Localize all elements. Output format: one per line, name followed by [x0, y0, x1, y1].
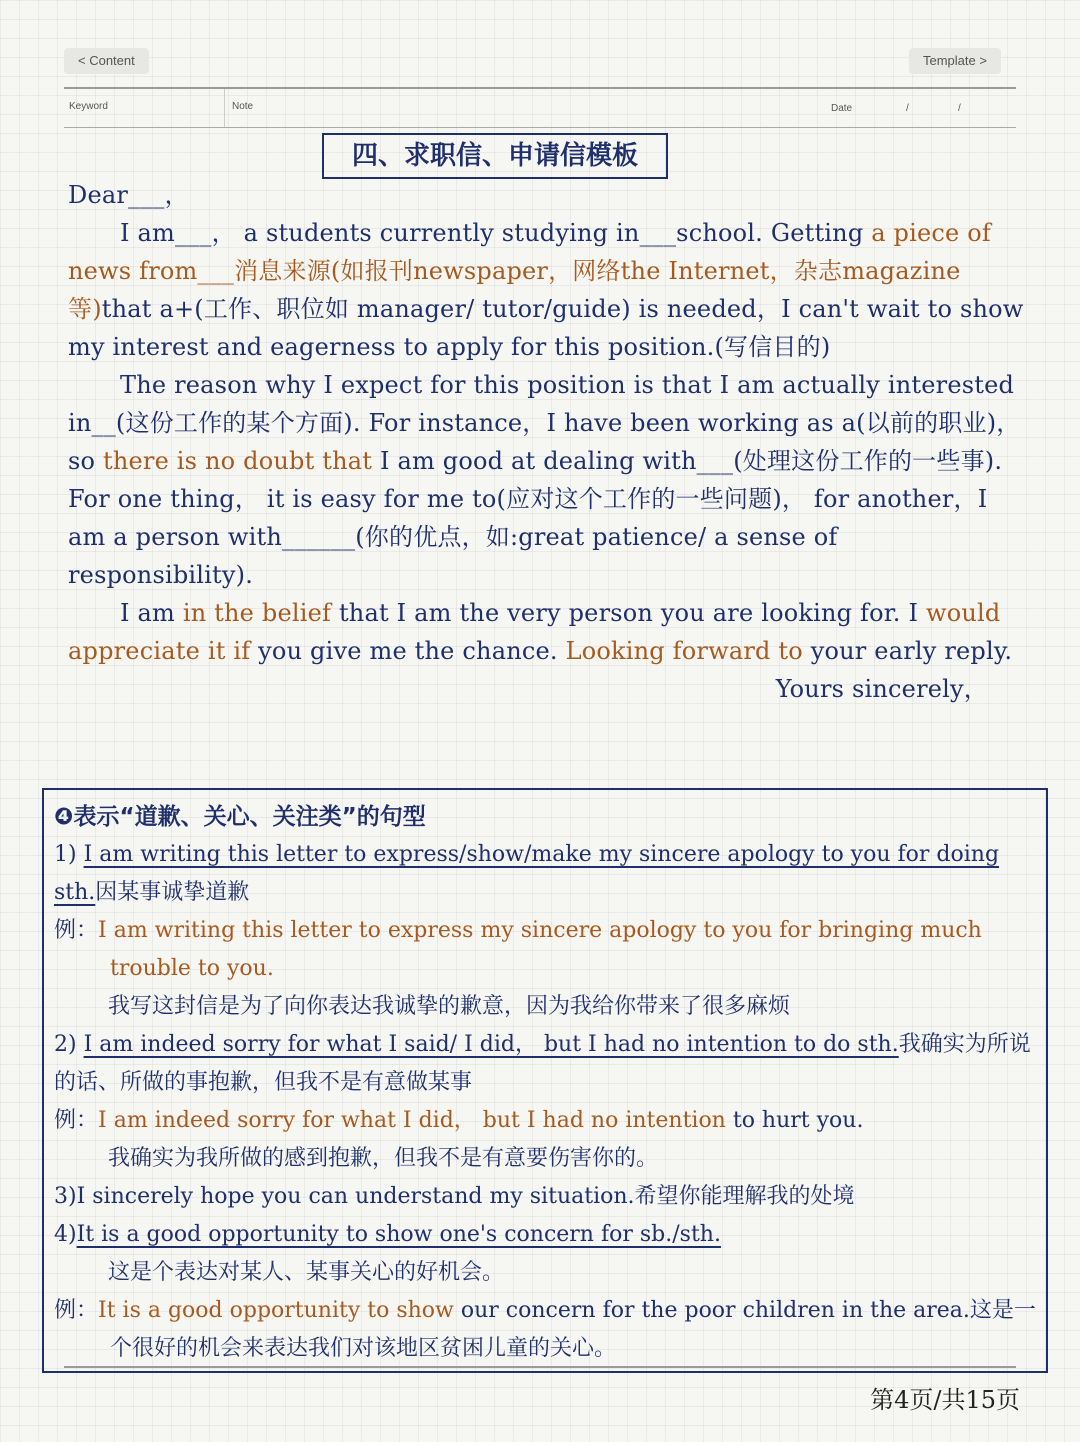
example-label: 例：: [54, 1298, 99, 1323]
keyword-label: Keyword: [69, 101, 108, 112]
page-title: 四、求职信、申请信模板: [322, 133, 668, 179]
template-button[interactable]: Template >: [909, 48, 1001, 74]
footer-rule: [64, 1366, 1016, 1368]
example-label: 例：: [54, 918, 99, 943]
date-label: Date: [831, 103, 853, 114]
letter-closing: Yours sincerely，: [775, 675, 988, 703]
box-title: ❹表示“道歉、关心、关注类”的句型: [54, 804, 426, 830]
text-run: that a+(工作、职位如 manager/ tutor/guide) is needed，I can't wait to show my interest and eagerness to apply for this position.(写信目的): [68, 295, 1024, 361]
example-text: I am writing this letter to express my sincere apology to you for bringing much trouble to you.: [98, 918, 982, 981]
text-run: you give me the chance.: [250, 637, 566, 665]
example-text-rest: our concern for the poor children in the area.这是一个很好的机会来表达我们对该地区贫困儿童的关心。: [110, 1298, 1036, 1361]
pattern-2: [54, 1026, 1044, 1102]
header-top-rule: [64, 87, 1016, 89]
highlight-run: would appreciate it if: [68, 599, 1001, 665]
example-2-translation: 我确实为我所做的感到抱歉，但我不是有意要伤害你的。: [108, 1146, 659, 1171]
text-run: that I am the very person you are looking for. I: [331, 599, 926, 627]
highlight-run: there is no doubt that: [103, 447, 373, 475]
pattern-number: 4): [54, 1222, 77, 1247]
letter-paragraph-3: [68, 594, 1028, 670]
text-run: your early reply.: [802, 637, 1013, 665]
example-1: [54, 912, 1044, 988]
sentence-patterns-box: [42, 788, 1048, 1373]
header-bottom-rule: [64, 127, 1016, 128]
example-text: It is a good opportunity to show: [98, 1298, 454, 1323]
content-back-button[interactable]: < Content: [64, 48, 149, 74]
example-3: [54, 1292, 1044, 1368]
letter-paragraph-1: [68, 214, 1028, 366]
pattern-number: 1): [54, 842, 84, 867]
text-run: I am good at dealing with___(处理这份工作的一些事). For one thing， it is easy for me to(应对这个工作的一些问题)， for another，I am a person with______(你的优点，如:great patience/ a sense of responsibility).: [68, 447, 1003, 589]
note-label: Note: [232, 101, 254, 112]
letter-greeting: Dear___，: [68, 181, 189, 209]
pattern-text: I am writing this letter to express/show/make my sincere apology to you for doing sth.: [54, 842, 1000, 905]
pattern-translation: 因某事诚挚道歉: [95, 880, 250, 905]
pattern-4-translation: 这是个表达对某人、某事关心的好机会。: [108, 1260, 505, 1285]
example-text: I am indeed sorry for what I did， but I had no intention: [98, 1108, 726, 1133]
pattern-3: 3)I sincerely hope you can understand my situation.希望你能理解我的处境: [54, 1184, 855, 1209]
example-label: 例：: [54, 1108, 99, 1133]
text-run: I am: [120, 599, 183, 627]
highlight-run: a piece of news from___消息来源(如报刊newspaper，网络the Internet，杂志magazine等): [68, 219, 992, 323]
pattern-number: 2): [54, 1032, 84, 1057]
highlight-run: Looking forward to: [565, 637, 803, 665]
pattern-translation: 我确实为所说的话、所做的事抱歉，但我不是有意做某事: [54, 1032, 1031, 1095]
pattern-1: [54, 836, 1044, 912]
page-number: 第4页/共15页: [870, 1386, 1020, 1414]
pattern-text: It is a good opportunity to show one's concern for sb./sth.: [76, 1222, 721, 1247]
text-run: I am___， a students currently studying in___school. Getting: [120, 219, 872, 247]
header-divider: [224, 89, 225, 127]
letter-paragraph-2: [68, 366, 1028, 594]
date-slash-1: /: [906, 103, 909, 114]
date-slash-2: /: [958, 103, 961, 114]
text-run: The reason why I expect for this position is that I am actually interested in__(这份工作的某个方面). For instance，I have been working as a(以前的职业)，so: [68, 371, 1021, 475]
example-1-translation: 我写这封信是为了向你表达我诚挚的歉意，因为我给你带来了很多麻烦: [108, 994, 791, 1019]
letter-template: [68, 176, 1028, 708]
pattern-4: [54, 1216, 1044, 1254]
highlight-run: in the belief: [182, 599, 332, 627]
pattern-text: I am indeed sorry for what I said/ I did， but I had no intention to do sth.: [83, 1032, 899, 1057]
example-2: [54, 1102, 1044, 1140]
example-text-rest: to hurt you.: [725, 1108, 864, 1133]
